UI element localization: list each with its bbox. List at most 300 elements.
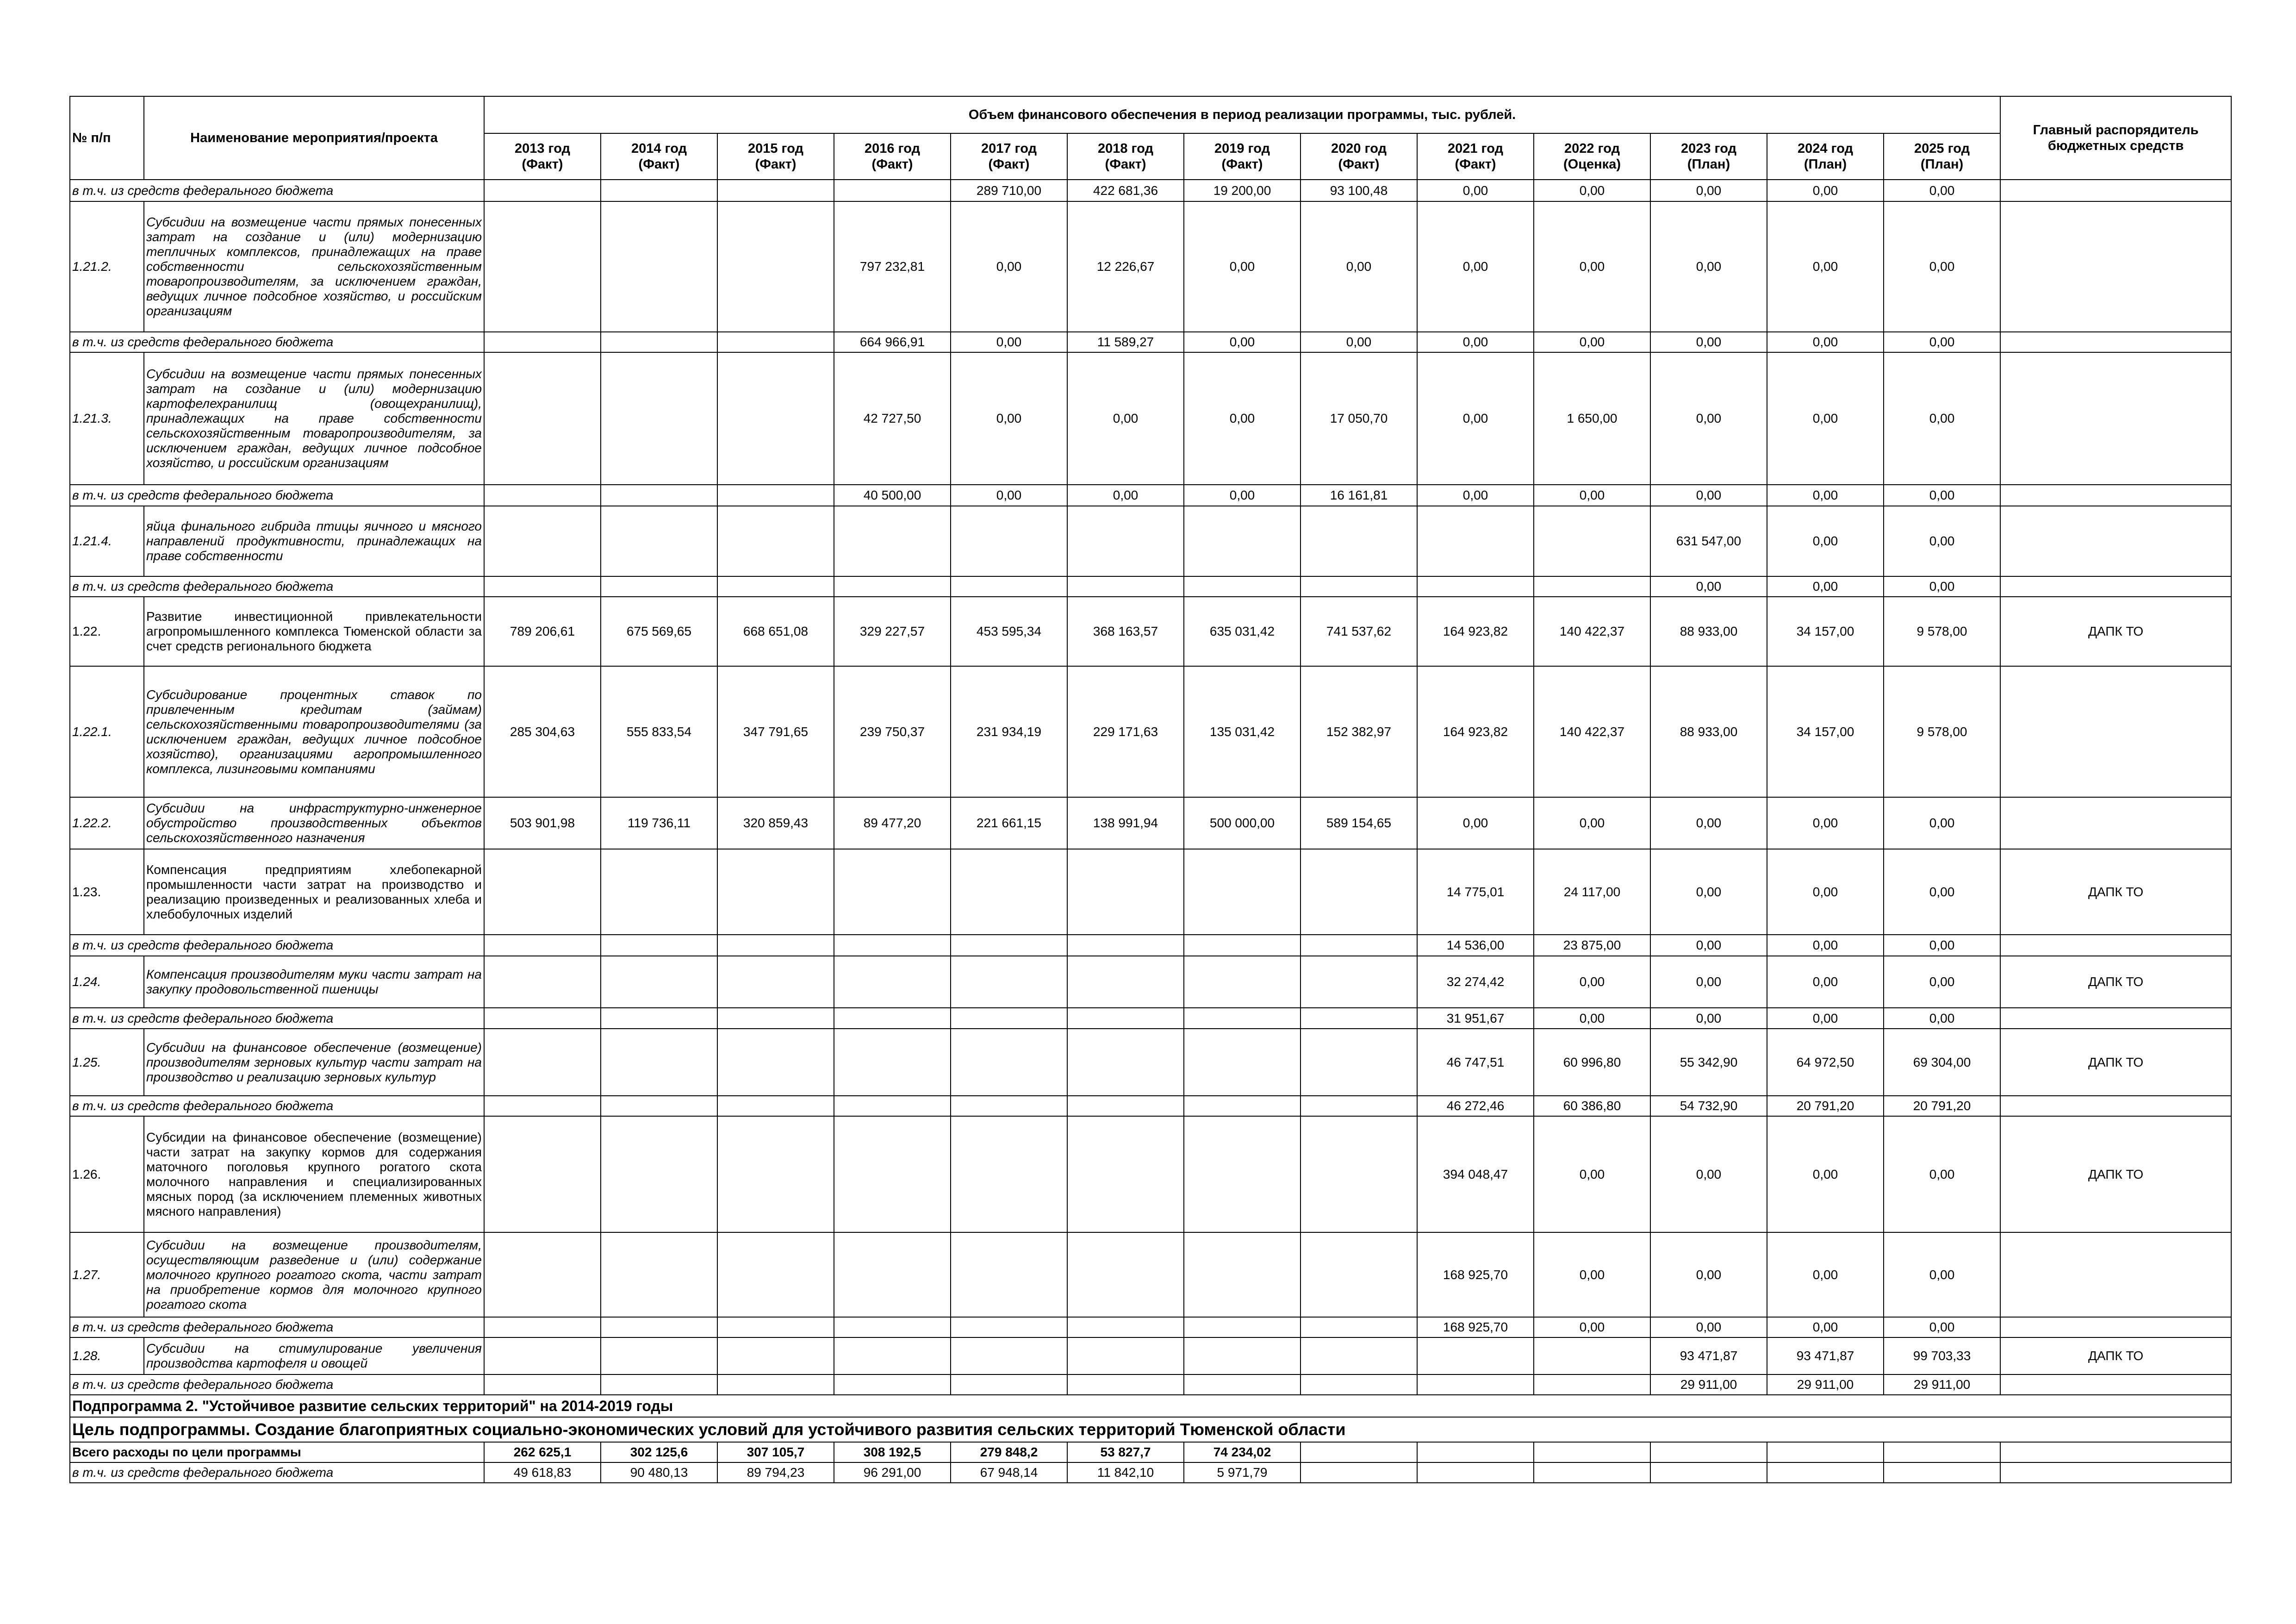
row-name-cell — [144, 1232, 484, 1317]
header-name: Наименование мероприятия/проекта — [144, 96, 484, 180]
value-cell: 0,00 — [1884, 935, 2000, 956]
row-name-cell — [144, 506, 484, 576]
value-cell — [834, 1232, 951, 1317]
value-cell: 0,00 — [1417, 201, 1534, 332]
value-cell: 64 972,50 — [1767, 1029, 1884, 1096]
value-cell: 0,00 — [1534, 180, 1650, 201]
value-cell — [951, 956, 1067, 1008]
value-cell: 93 471,87 — [1767, 1337, 1884, 1374]
value-cell — [1300, 1029, 1417, 1096]
value-cell: 231 934,19 — [951, 666, 1067, 797]
value-cell: 394 048,47 — [1417, 1116, 1534, 1232]
table-row — [70, 352, 2231, 485]
value-cell — [484, 956, 601, 1008]
value-cell — [717, 1232, 834, 1317]
header-year — [1534, 133, 1650, 180]
header-year-label: 2019 год — [1214, 141, 1270, 156]
value-cell — [951, 1337, 1067, 1374]
value-cell: 0,00 — [1884, 956, 2000, 1008]
value-cell — [1184, 1029, 1300, 1096]
value-cell — [601, 506, 717, 576]
value-cell: 55 342,90 — [1650, 1029, 1767, 1096]
row-name-cell — [144, 666, 484, 797]
federal-budget-label: в т.ч. из средств федерального бюджета — [70, 576, 484, 597]
row-number: 1.26. — [70, 1116, 144, 1232]
value-cell: 368 163,57 — [1067, 597, 1184, 666]
value-cell — [834, 1337, 951, 1374]
header-year-kind: (План) — [1920, 157, 1964, 172]
table-row — [70, 576, 2231, 597]
value-cell — [1067, 1337, 1184, 1374]
header-year-label: 2020 год — [1331, 141, 1387, 156]
value-cell — [601, 180, 717, 201]
value-cell: 664 966,91 — [834, 332, 951, 352]
value-cell: 0,00 — [1767, 352, 1884, 485]
value-cell — [484, 201, 601, 332]
header-year-kind: (План) — [1804, 157, 1847, 172]
value-cell: 24 117,00 — [1534, 849, 1650, 935]
value-cell: 69 304,00 — [1884, 1029, 2000, 1096]
value-cell — [1417, 1374, 1534, 1395]
row-number: 1.22. — [70, 597, 144, 666]
value-cell — [484, 506, 601, 576]
value-cell: 14 536,00 — [1417, 935, 1534, 956]
value-cell: 96 291,00 — [834, 1462, 951, 1483]
header-year — [717, 133, 834, 180]
value-cell: 0,00 — [1650, 1317, 1767, 1337]
header-year-label: 2024 год — [1797, 141, 1853, 156]
value-cell — [951, 849, 1067, 935]
row-name-cell — [144, 1029, 484, 1096]
header-volume: Объем финансового обеспечения в период реализации программы, тыс. рублей. — [484, 96, 2000, 133]
table-row — [70, 1029, 2231, 1096]
header-manager: Главный распорядитель бюджетных средств — [2000, 96, 2231, 180]
value-cell: 0,00 — [1884, 485, 2000, 506]
row-name-cell — [144, 352, 484, 485]
header-year-label: 2014 год — [631, 141, 687, 156]
federal-budget-label: в т.ч. из средств федерального бюджета — [70, 1462, 484, 1483]
value-cell — [951, 576, 1067, 597]
value-cell — [1184, 506, 1300, 576]
value-cell: 67 948,14 — [951, 1462, 1067, 1483]
value-cell — [951, 1029, 1067, 1096]
value-cell: 29 911,00 — [1650, 1374, 1767, 1395]
row-number: 1.21.4. — [70, 506, 144, 576]
value-cell — [717, 1008, 834, 1029]
manager-cell — [2000, 1374, 2231, 1395]
value-cell — [1534, 1374, 1650, 1395]
value-cell — [601, 1232, 717, 1317]
value-cell — [717, 1029, 834, 1096]
value-cell — [601, 1008, 717, 1029]
value-cell — [484, 1116, 601, 1232]
header-year-kind: (Факт) — [755, 157, 796, 172]
header-no: № п/п — [70, 96, 144, 180]
value-cell: 221 661,15 — [951, 797, 1067, 849]
value-cell: 503 901,98 — [484, 797, 601, 849]
value-cell: 0,00 — [1534, 1317, 1650, 1337]
value-cell — [951, 1096, 1067, 1116]
value-cell: 60 386,80 — [1534, 1096, 1650, 1116]
value-cell — [1417, 1462, 1534, 1483]
value-cell — [1650, 1462, 1767, 1483]
value-cell: 49 618,83 — [484, 1462, 601, 1483]
value-cell: 0,00 — [1884, 332, 2000, 352]
value-cell — [717, 485, 834, 506]
value-cell: 239 750,37 — [834, 666, 951, 797]
value-cell: 555 833,54 — [601, 666, 717, 797]
value-cell: 164 923,82 — [1417, 666, 1534, 797]
value-cell — [601, 1096, 717, 1116]
value-cell: 9 578,00 — [1884, 666, 2000, 797]
value-cell: 631 547,00 — [1650, 506, 1767, 576]
value-cell — [1300, 1116, 1417, 1232]
value-cell — [834, 1317, 951, 1337]
value-cell — [1884, 1462, 2000, 1483]
value-cell: 29 911,00 — [1767, 1374, 1884, 1395]
value-cell: 0,00 — [1767, 1317, 1884, 1337]
value-cell: 0,00 — [1767, 1008, 1884, 1029]
value-cell: 1 650,00 — [1534, 352, 1650, 485]
value-cell — [1767, 1462, 1884, 1483]
value-cell — [1184, 1008, 1300, 1029]
value-cell — [484, 1317, 601, 1337]
value-cell — [717, 576, 834, 597]
value-cell — [1067, 506, 1184, 576]
value-cell: 23 875,00 — [1534, 935, 1650, 956]
table-row — [70, 597, 2231, 666]
value-cell: 0,00 — [1767, 1116, 1884, 1232]
row-name-cell — [144, 1116, 484, 1232]
header-year-kind: (План) — [1687, 157, 1730, 172]
table-row — [70, 956, 2231, 1008]
value-cell: 0,00 — [951, 485, 1067, 506]
value-cell — [1184, 1096, 1300, 1116]
federal-budget-label: в т.ч. из средств федерального бюджета — [70, 1008, 484, 1029]
federal-budget-label: в т.ч. из средств федерального бюджета — [70, 1374, 484, 1395]
table-row — [70, 1462, 2231, 1483]
value-cell: 422 681,36 — [1067, 180, 1184, 201]
value-cell: 0,00 — [1650, 485, 1767, 506]
table-row — [70, 666, 2231, 797]
value-cell: 138 991,94 — [1067, 797, 1184, 849]
row-number: 1.24. — [70, 956, 144, 1008]
value-cell — [1300, 1337, 1417, 1374]
value-cell — [484, 1008, 601, 1029]
header-year — [484, 133, 601, 180]
value-cell: 16 161,81 — [1300, 485, 1417, 506]
row-name: Субсидии на финансовое обеспечение (возмещение) части затрат на закупку кормов для содержания маточного поголовья крупного рогатого скота молочного направления и специализированных мясных пород (за исключением племенных животных мясного направления) — [146, 1130, 482, 1218]
value-cell — [1417, 1337, 1534, 1374]
value-cell — [717, 332, 834, 352]
value-cell: 14 775,01 — [1417, 849, 1534, 935]
header-year — [834, 133, 951, 180]
header-year-label: 2016 год — [864, 141, 920, 156]
value-cell: 500 000,00 — [1184, 797, 1300, 849]
value-cell: 140 422,37 — [1534, 666, 1650, 797]
value-cell — [1184, 1232, 1300, 1317]
table-row — [70, 1008, 2231, 1029]
value-cell: 19 200,00 — [1184, 180, 1300, 201]
table-body — [70, 180, 2231, 1483]
value-cell: 589 154,65 — [1300, 797, 1417, 849]
manager-cell — [2000, 1008, 2231, 1029]
value-cell: 0,00 — [1534, 797, 1650, 849]
table-row — [70, 485, 2231, 506]
value-cell — [484, 1374, 601, 1395]
value-cell: 307 105,7 — [717, 1442, 834, 1462]
value-cell: 0,00 — [1534, 1116, 1650, 1232]
value-cell: 0,00 — [1884, 506, 2000, 576]
value-cell — [1184, 956, 1300, 1008]
value-cell: 54 732,90 — [1650, 1096, 1767, 1116]
value-cell: 9 578,00 — [1884, 597, 2000, 666]
header-year-label: 2017 год — [981, 141, 1037, 156]
value-cell — [484, 1232, 601, 1317]
manager-cell: ДАПК ТО — [2000, 597, 2231, 666]
value-cell — [834, 1096, 951, 1116]
value-cell — [834, 1116, 951, 1232]
manager-cell — [2000, 201, 2231, 332]
value-cell — [484, 352, 601, 485]
value-cell — [717, 956, 834, 1008]
value-cell: 0,00 — [1417, 797, 1534, 849]
value-cell — [601, 1374, 717, 1395]
value-cell: 675 569,65 — [601, 597, 717, 666]
row-name: Субсидии на возмещение производителям, осуществляющим разведение и (или) содержание молочного крупного рогатого скота, части затрат на приобретение кормов для молочного крупного рогатого скота — [146, 1237, 482, 1312]
value-cell — [1067, 1096, 1184, 1116]
row-name-cell — [144, 849, 484, 935]
value-cell — [1184, 849, 1300, 935]
header-year — [1184, 133, 1300, 180]
value-cell — [834, 1029, 951, 1096]
value-cell: 20 791,20 — [1884, 1096, 2000, 1116]
header-year — [1300, 133, 1417, 180]
header-year-kind: (Факт) — [1338, 157, 1380, 172]
value-cell: 0,00 — [1884, 576, 2000, 597]
table-row — [70, 332, 2231, 352]
value-cell: 0,00 — [1417, 485, 1534, 506]
value-cell — [484, 849, 601, 935]
value-cell: 0,00 — [1300, 201, 1417, 332]
value-cell: 0,00 — [1767, 576, 1884, 597]
federal-budget-label: в т.ч. из средств федерального бюджета — [70, 1317, 484, 1337]
total-label: Всего расходы по цели программы — [70, 1442, 484, 1462]
value-cell: 152 382,97 — [1300, 666, 1417, 797]
header-year — [951, 133, 1067, 180]
header-year — [1417, 133, 1534, 180]
value-cell — [601, 576, 717, 597]
table-row — [70, 1442, 2231, 1462]
value-cell — [951, 1317, 1067, 1337]
manager-cell — [2000, 576, 2231, 597]
value-cell — [834, 506, 951, 576]
value-cell — [1534, 1442, 1650, 1462]
header-year — [1650, 133, 1767, 180]
value-cell: 89 477,20 — [834, 797, 951, 849]
row-number: 1.28. — [70, 1337, 144, 1374]
value-cell — [1300, 506, 1417, 576]
value-cell: 279 848,2 — [951, 1442, 1067, 1462]
value-cell — [1067, 1317, 1184, 1337]
value-cell: 320 859,43 — [717, 797, 834, 849]
value-cell: 89 794,23 — [717, 1462, 834, 1483]
budget-table — [69, 96, 2232, 1483]
value-cell — [951, 1374, 1067, 1395]
value-cell — [601, 1317, 717, 1337]
value-cell: 741 537,62 — [1300, 597, 1417, 666]
row-name-cell — [144, 201, 484, 332]
value-cell: 90 480,13 — [601, 1462, 717, 1483]
value-cell — [1300, 1096, 1417, 1116]
value-cell — [717, 1116, 834, 1232]
value-cell — [717, 1096, 834, 1116]
header-year-label: 2015 год — [747, 141, 803, 156]
value-cell: 0,00 — [1884, 1116, 2000, 1232]
value-cell: 42 727,50 — [834, 352, 951, 485]
row-number: 1.23. — [70, 849, 144, 935]
value-cell: 308 192,5 — [834, 1442, 951, 1462]
value-cell: 93 100,48 — [1300, 180, 1417, 201]
header-year-kind: (Факт) — [522, 157, 563, 172]
value-cell: 0,00 — [1534, 485, 1650, 506]
manager-cell — [2000, 180, 2231, 201]
value-cell: 5 971,79 — [1184, 1462, 1300, 1483]
row-name-cell — [144, 597, 484, 666]
value-cell: 0,00 — [951, 332, 1067, 352]
value-cell — [1417, 506, 1534, 576]
manager-cell: ДАПК ТО — [2000, 1029, 2231, 1096]
value-cell — [951, 1008, 1067, 1029]
value-cell — [1184, 576, 1300, 597]
value-cell — [1300, 849, 1417, 935]
header-year-label: 2018 год — [1097, 141, 1153, 156]
value-cell — [1534, 1462, 1650, 1483]
value-cell: 0,00 — [1534, 201, 1650, 332]
manager-cell — [2000, 1232, 2231, 1317]
value-cell — [601, 201, 717, 332]
value-cell — [1067, 956, 1184, 1008]
value-cell: 285 304,63 — [484, 666, 601, 797]
value-cell — [717, 849, 834, 935]
value-cell — [484, 935, 601, 956]
value-cell — [1067, 1374, 1184, 1395]
value-cell — [601, 956, 717, 1008]
row-name: Субсидирование процентных ставок по привлеченным кредитам (займам) сельскохозяйственными товаропроизводителями (за исключением граждан, ведущих личное подсобное хозяйство), организациями агропромышленного комплекса, лизинговыми компаниями — [146, 687, 482, 776]
value-cell: 0,00 — [1067, 485, 1184, 506]
value-cell — [1184, 1337, 1300, 1374]
value-cell: 12 226,67 — [1067, 201, 1184, 332]
manager-cell: ДАПК ТО — [2000, 849, 2231, 935]
value-cell: 0,00 — [1767, 935, 1884, 956]
header-year-kind: (Факт) — [638, 157, 680, 172]
row-name: Компенсация предприятиям хлебопекарной промышленности части затрат на производство и реализацию произведенных и реализованных хлеба и хлебобулочных изделий — [146, 862, 482, 921]
value-cell: 168 925,70 — [1417, 1317, 1534, 1337]
table-row — [70, 180, 2231, 201]
table-row — [70, 1096, 2231, 1116]
value-cell — [1884, 1442, 2000, 1462]
manager-cell: ДАПК ТО — [2000, 956, 2231, 1008]
manager-cell — [2000, 1442, 2231, 1462]
row-name: Субсидии на возмещение части прямых понесенных затрат на создание и (или) модернизацию картофелехранилищ (овощехранилищ), принадлежащих на праве собственности сельскохозяйственным товаропроизводителям, за исключением граждан, ведущих личное подсобное хозяйство, и российским организациям — [146, 367, 482, 470]
federal-budget-label: в т.ч. из средств федерального бюджета — [70, 180, 484, 201]
value-cell: 262 625,1 — [484, 1442, 601, 1462]
value-cell: 34 157,00 — [1767, 666, 1884, 797]
value-cell — [601, 849, 717, 935]
header-year-label: 2025 год — [1914, 141, 1970, 156]
value-cell: 119 736,11 — [601, 797, 717, 849]
value-cell — [717, 201, 834, 332]
value-cell: 0,00 — [1884, 352, 2000, 485]
value-cell — [1067, 935, 1184, 956]
value-cell — [834, 180, 951, 201]
table-row — [70, 1317, 2231, 1337]
value-cell — [717, 180, 834, 201]
header-year-label: 2021 год — [1447, 141, 1503, 156]
value-cell — [601, 485, 717, 506]
value-cell — [834, 576, 951, 597]
value-cell: 0,00 — [1184, 352, 1300, 485]
row-name-cell — [144, 956, 484, 1008]
row-name: Субсидии на стимулирование увеличения производства картофеля и овощей — [146, 1341, 482, 1370]
value-cell — [1300, 1462, 1417, 1483]
header-year — [1884, 133, 2000, 180]
value-cell — [1300, 1442, 1417, 1462]
value-cell — [1067, 1029, 1184, 1096]
value-cell: 32 274,42 — [1417, 956, 1534, 1008]
value-cell: 0,00 — [1650, 935, 1767, 956]
value-cell — [1300, 1374, 1417, 1395]
value-cell — [1534, 1337, 1650, 1374]
header-year — [1067, 133, 1184, 180]
value-cell: 88 933,00 — [1650, 666, 1767, 797]
value-cell — [834, 1008, 951, 1029]
goal-title: Цель подпрограммы. Создание благоприятных социально-экономических условий для устойчивого развития сельских территорий Тюменской области — [70, 1417, 2231, 1442]
value-cell — [834, 956, 951, 1008]
value-cell: 11 842,10 — [1067, 1462, 1184, 1483]
value-cell: 60 996,80 — [1534, 1029, 1650, 1096]
value-cell: 0,00 — [951, 352, 1067, 485]
value-cell: 347 791,65 — [717, 666, 834, 797]
row-number: 1.27. — [70, 1232, 144, 1317]
header-year-kind: (Факт) — [1105, 157, 1146, 172]
value-cell — [1650, 1442, 1767, 1462]
value-cell: 789 206,61 — [484, 597, 601, 666]
table-header — [70, 96, 2231, 180]
header-year-label: 2023 год — [1680, 141, 1736, 156]
value-cell: 635 031,42 — [1184, 597, 1300, 666]
value-cell: 0,00 — [1650, 352, 1767, 485]
value-cell — [601, 935, 717, 956]
value-cell — [484, 1337, 601, 1374]
table-row — [70, 201, 2231, 332]
manager-cell: ДАПК ТО — [2000, 1116, 2231, 1232]
value-cell — [951, 1232, 1067, 1317]
value-cell: 0,00 — [1534, 1008, 1650, 1029]
value-cell: 0,00 — [1767, 849, 1884, 935]
value-cell — [1300, 576, 1417, 597]
header-year-label: 2022 год — [1564, 141, 1620, 156]
manager-cell: ДАПК ТО — [2000, 1337, 2231, 1374]
federal-budget-label: в т.ч. из средств федерального бюджета — [70, 332, 484, 352]
header-year-kind: (Оценка) — [1563, 157, 1621, 172]
value-cell: 0,00 — [1884, 201, 2000, 332]
value-cell: 0,00 — [1767, 201, 1884, 332]
value-cell — [484, 332, 601, 352]
row-number: 1.25. — [70, 1029, 144, 1096]
table-row — [70, 1232, 2231, 1317]
value-cell: 0,00 — [1417, 352, 1534, 485]
